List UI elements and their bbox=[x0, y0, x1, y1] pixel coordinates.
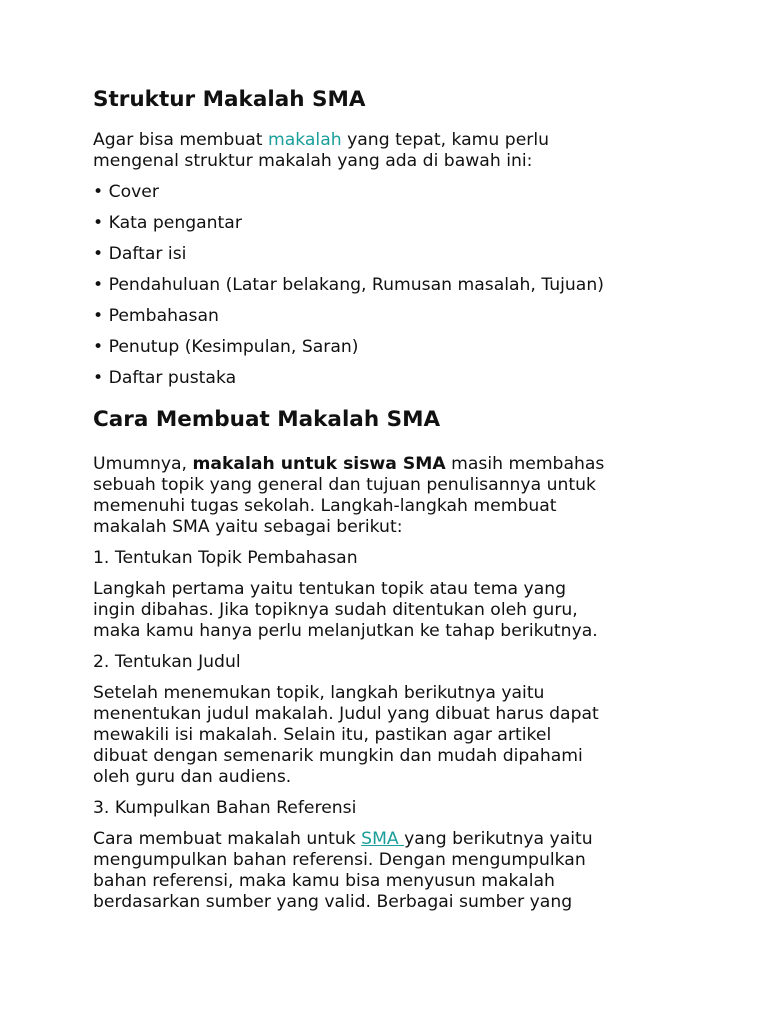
step-2-paragraph bbox=[93, 683, 693, 788]
intro-text-1: Agar bisa membuat bbox=[93, 130, 268, 150]
cara-intro-text-1: Umumnya, bbox=[93, 454, 193, 474]
intro-text-2: yang tepat, kamu perlu bbox=[341, 130, 549, 150]
step-1-line-3: maka kamu hanya perlu melanjutkan ke tahap berikutnya. bbox=[93, 621, 598, 641]
step-2-line-1: Setelah menemukan topik, langkah berikutnya yaitu bbox=[93, 683, 545, 703]
intro-text-3: mengenal struktur makalah yang ada di bawah ini: bbox=[93, 151, 533, 171]
section-title-cara: Cara Membuat Makalah SMA bbox=[93, 407, 441, 432]
step-3-line-4: berdasarkan sumber yang valid. Berbagai sumber yang bbox=[93, 892, 573, 912]
list-item: • Pendahuluan (Latar belakang, Rumusan masalah, Tujuan) bbox=[93, 275, 604, 295]
step-3-text-2: yang berikutnya yaitu bbox=[404, 829, 593, 849]
list-item: • Pembahasan bbox=[93, 306, 219, 326]
cara-intro-line-3: memenuhi tugas sekolah. Langkah-langkah membuat bbox=[93, 496, 557, 516]
step-1-line-1: Langkah pertama yaitu tentukan topik atau tema yang bbox=[93, 579, 567, 599]
article-body bbox=[93, 86, 693, 913]
section-title-struktur: Struktur Makalah SMA bbox=[93, 87, 366, 112]
step-3-paragraph bbox=[93, 829, 693, 913]
list-item: • Cover bbox=[93, 182, 159, 202]
list-item: • Daftar pustaka bbox=[93, 368, 237, 388]
cara-intro-text-2: masih membahas bbox=[445, 454, 605, 474]
structure-list bbox=[93, 182, 693, 389]
cara-intro-bold: makalah untuk siswa SMA bbox=[192, 454, 446, 474]
step-2-line-2: menentukan judul makalah. Judul yang dibuat harus dapat bbox=[93, 704, 599, 724]
list-item: • Penutup (Kesimpulan, Saran) bbox=[93, 337, 359, 357]
step-3-text-1: Cara membuat makalah untuk bbox=[93, 829, 362, 849]
intro-paragraph bbox=[93, 130, 693, 172]
step-2-line-5: oleh guru dan audiens. bbox=[93, 767, 292, 787]
list-item: • Kata pengantar bbox=[93, 213, 242, 233]
makalah-link[interactable]: makalah bbox=[267, 130, 342, 150]
step-3-line-3: bahan referensi, maka kamu bisa menyusun makalah bbox=[93, 871, 555, 891]
cara-intro-line-2: sebuah topik yang general dan tujuan penulisannya untuk bbox=[93, 475, 596, 495]
step-1-line-2: ingin dibahas. Jika topiknya sudah ditentukan oleh guru, bbox=[93, 600, 578, 620]
step-3-line-2: mengumpulkan bahan referensi. Dengan mengumpulkan bbox=[93, 850, 586, 870]
cara-intro-paragraph bbox=[93, 454, 693, 538]
list-item: • Daftar isi bbox=[93, 244, 187, 264]
cara-intro-line-4: makalah SMA yaitu sebagai berikut: bbox=[93, 517, 403, 537]
sma-link[interactable]: SMA bbox=[361, 829, 405, 849]
step-2-line-3: mewakili isi makalah. Selain itu, pastikan agar artikel bbox=[93, 725, 552, 745]
step-3-heading: 3. Kumpulkan Bahan Referensi bbox=[93, 798, 357, 818]
step-2-heading: 2. Tentukan Judul bbox=[93, 652, 241, 672]
step-1-heading: 1. Tentukan Topik Pembahasan bbox=[93, 548, 358, 568]
step-2-line-4: dibuat dengan semenarik mungkin dan mudah dipahami bbox=[93, 746, 583, 766]
step-1-paragraph bbox=[93, 579, 693, 642]
